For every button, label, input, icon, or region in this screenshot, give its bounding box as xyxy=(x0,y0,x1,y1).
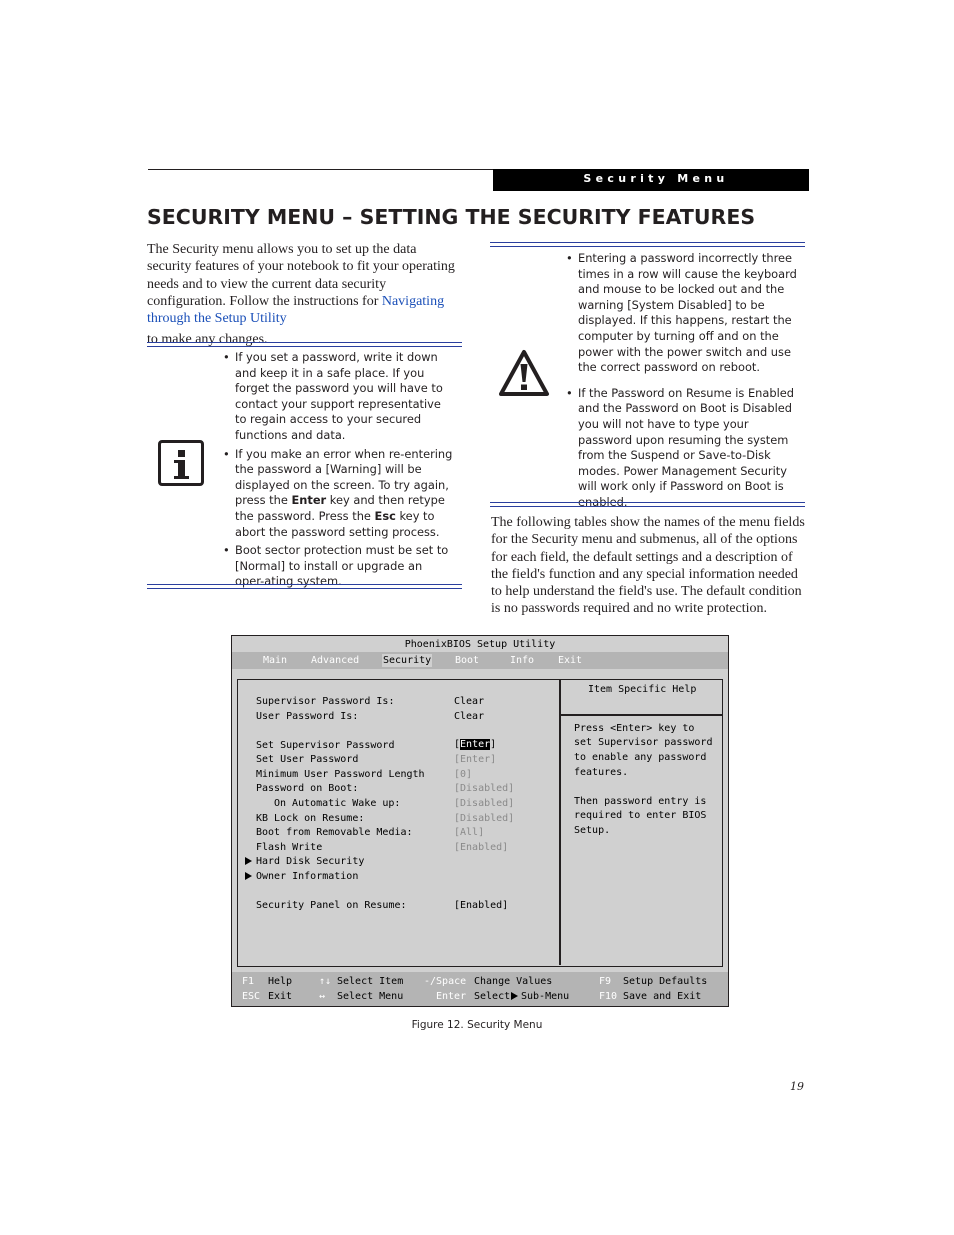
bios-row-label[interactable]: Password on Boot: xyxy=(256,783,359,794)
bios-row-label[interactable]: KB Lock on Resume: xyxy=(256,813,365,824)
bios-row-label[interactable]: Set Supervisor Password xyxy=(256,740,395,751)
info-bullet: • If you set a password, write it down and keep it in a safe place. If you forget the password you will have to contact your support representative to regain access to your secured functions and data. xyxy=(223,350,455,444)
setup-defaults-label: Setup Defaults xyxy=(623,976,708,987)
help-label: Help xyxy=(268,976,293,987)
enter-key: Enter xyxy=(436,991,467,1002)
save-and-exit-label: Save and Exit xyxy=(623,991,702,1002)
intro-paragraph xyxy=(147,241,463,349)
bios-row-label[interactable]: Minimum User Password Length xyxy=(256,769,425,780)
bios-menu-boot[interactable]: Boot xyxy=(455,655,480,666)
description-paragraph: The following tables show the names of the menu fields for the Security menu and submenus, all of the options for each field, the default settings and a description of the field's function and any special information needed to help understand the field's use. The default condition is no passwords required and no write protection. xyxy=(491,515,805,617)
setup-utility-link[interactable]: Navigating through the Setup Utility xyxy=(147,293,445,327)
info-bullet: • If you make an error when re-entering the password a [Warning] will be displayed on the screen. To try again, press the Enter key and then retype the password. Press the Esc key to abort the password setting process. xyxy=(223,447,455,541)
warning-note-bottom-rule xyxy=(490,502,805,507)
sub-menu-label: Sub-Menu xyxy=(521,991,570,1002)
info-note-bottom-rule xyxy=(147,584,462,589)
warning-icon xyxy=(498,349,550,397)
bios-row-value[interactable]: [All] xyxy=(454,827,485,838)
f1-key: F1 xyxy=(242,976,255,987)
bios-screenshot xyxy=(231,635,729,1007)
exit-label: Exit xyxy=(268,991,293,1002)
bios-help-line: features. xyxy=(574,767,629,778)
warning-note xyxy=(566,251,798,514)
select-menu-label: Select Menu xyxy=(337,991,404,1002)
bios-divider xyxy=(559,680,561,965)
bios-row-value[interactable]: [Disabled] xyxy=(454,798,515,809)
bios-row-label[interactable]: Security Panel on Resume: xyxy=(256,900,407,911)
submenu-arrow-icon xyxy=(245,871,252,882)
bios-help-line: required to enter BIOS xyxy=(574,810,707,821)
info-note xyxy=(223,350,455,593)
bios-submenu-owner-information[interactable]: Owner Information xyxy=(256,871,359,882)
bios-help-line: Then password entry is xyxy=(574,796,707,807)
info-bullet: • Boot sector protection must be set to [Normal] to install or upgrade an oper-ating system. xyxy=(223,543,455,590)
bios-row-label[interactable]: Boot from Removable Media: xyxy=(256,827,413,838)
select-item-label: Select Item xyxy=(337,976,404,987)
intro-text: The Security menu allows you to set up the data security features of your notebook to fit your operating needs and to view the current data security configuration. Follow the instructions for xyxy=(147,242,455,309)
bios-menubar xyxy=(232,652,728,669)
select-label: Select xyxy=(474,991,511,1002)
info-icon xyxy=(158,440,204,486)
bios-main-panel xyxy=(232,669,728,972)
bios-row-value[interactable]: [Enabled] xyxy=(454,900,509,911)
bios-title: PhoenixBIOS Setup Utility xyxy=(232,636,728,652)
bios-row-value[interactable]: [Enabled] xyxy=(454,842,509,853)
f9-key: F9 xyxy=(599,976,612,987)
bios-row-value[interactable]: [Disabled] xyxy=(454,813,515,824)
bios-help-line: Press <Enter> key to xyxy=(574,723,695,734)
warning-bullet: • If the Password on Resume is Enabled and the Password on Boot is Disabled you will not have to type your password upon resuming the system from the Suspend or Save-to-Disk modes. Power Management Security will work only if Password on Boot is enabled. xyxy=(566,386,798,511)
bios-menu-info[interactable]: Info xyxy=(510,655,535,666)
bios-row-label: User Password Is: xyxy=(256,711,359,722)
bios-footer xyxy=(232,972,728,1006)
esc-key-label: Esc xyxy=(374,508,396,523)
bios-menu-main[interactable]: Main xyxy=(263,655,288,666)
bios-submenu-hard-disk-security[interactable]: Hard Disk Security xyxy=(256,856,365,867)
up-down-arrows-icon: ↑↓ xyxy=(319,976,332,987)
page-number: 19 xyxy=(790,1080,804,1093)
bios-row-value[interactable]: [Disabled] xyxy=(454,783,515,794)
bios-row-value[interactable]: [0] xyxy=(454,769,473,780)
bios-help-divider xyxy=(561,714,722,716)
bios-menu-advanced[interactable]: Advanced xyxy=(311,655,360,666)
page-title: SECURITY MENU – SETTING THE SECURITY FEATURES xyxy=(147,205,756,229)
enter-key-label: Enter xyxy=(291,493,327,508)
submenu-arrow-icon xyxy=(245,856,252,867)
bios-row-value: Clear xyxy=(454,711,485,722)
warning-bullet: • Entering a password incorrectly three times in a row will cause the keyboard and mouse to be locked out and the warning [System Disabled] to be displayed. If this happens, restart the computer by turning off and on the power with the power switch and use the correct password on reboot. xyxy=(566,251,798,376)
bios-row-value: Clear xyxy=(454,696,485,707)
warning-note-top-rule xyxy=(490,242,805,247)
section-tab: Security Menu xyxy=(493,169,809,191)
bios-help-line: to enable any password xyxy=(574,752,707,763)
bios-menu-exit[interactable]: Exit xyxy=(558,655,583,666)
minus-space-key: -/Space xyxy=(424,976,467,987)
left-right-arrows-icon: ↔ xyxy=(319,991,326,1002)
change-values-label: Change Values xyxy=(474,976,553,987)
bios-menu-security[interactable]: Security xyxy=(383,655,432,666)
bios-help-line: set Supervisor password xyxy=(574,737,713,748)
bios-row-label: Supervisor Password Is: xyxy=(256,696,395,707)
bios-selected-value[interactable]: [Enter] xyxy=(454,739,497,750)
submenu-arrow-icon xyxy=(511,991,518,1002)
intro-text-end: to make any changes. xyxy=(147,332,268,348)
bios-row-label[interactable]: On Automatic Wake up: xyxy=(274,798,401,809)
header-rule xyxy=(148,169,493,170)
esc-key: ESC xyxy=(242,991,261,1002)
bios-row-value[interactable]: [Enter] xyxy=(454,754,497,765)
bios-row-label[interactable]: Flash Write xyxy=(256,842,323,853)
bios-help-title: Item Specific Help xyxy=(588,684,697,695)
f10-key: F10 xyxy=(599,991,618,1002)
bios-settings-frame xyxy=(237,679,723,967)
figure-caption: Figure 12. Security Menu xyxy=(411,1019,543,1031)
info-note-top-rule xyxy=(147,342,462,347)
bios-help-line: Setup. xyxy=(574,825,611,836)
bios-row-label[interactable]: Set User Password xyxy=(256,754,359,765)
